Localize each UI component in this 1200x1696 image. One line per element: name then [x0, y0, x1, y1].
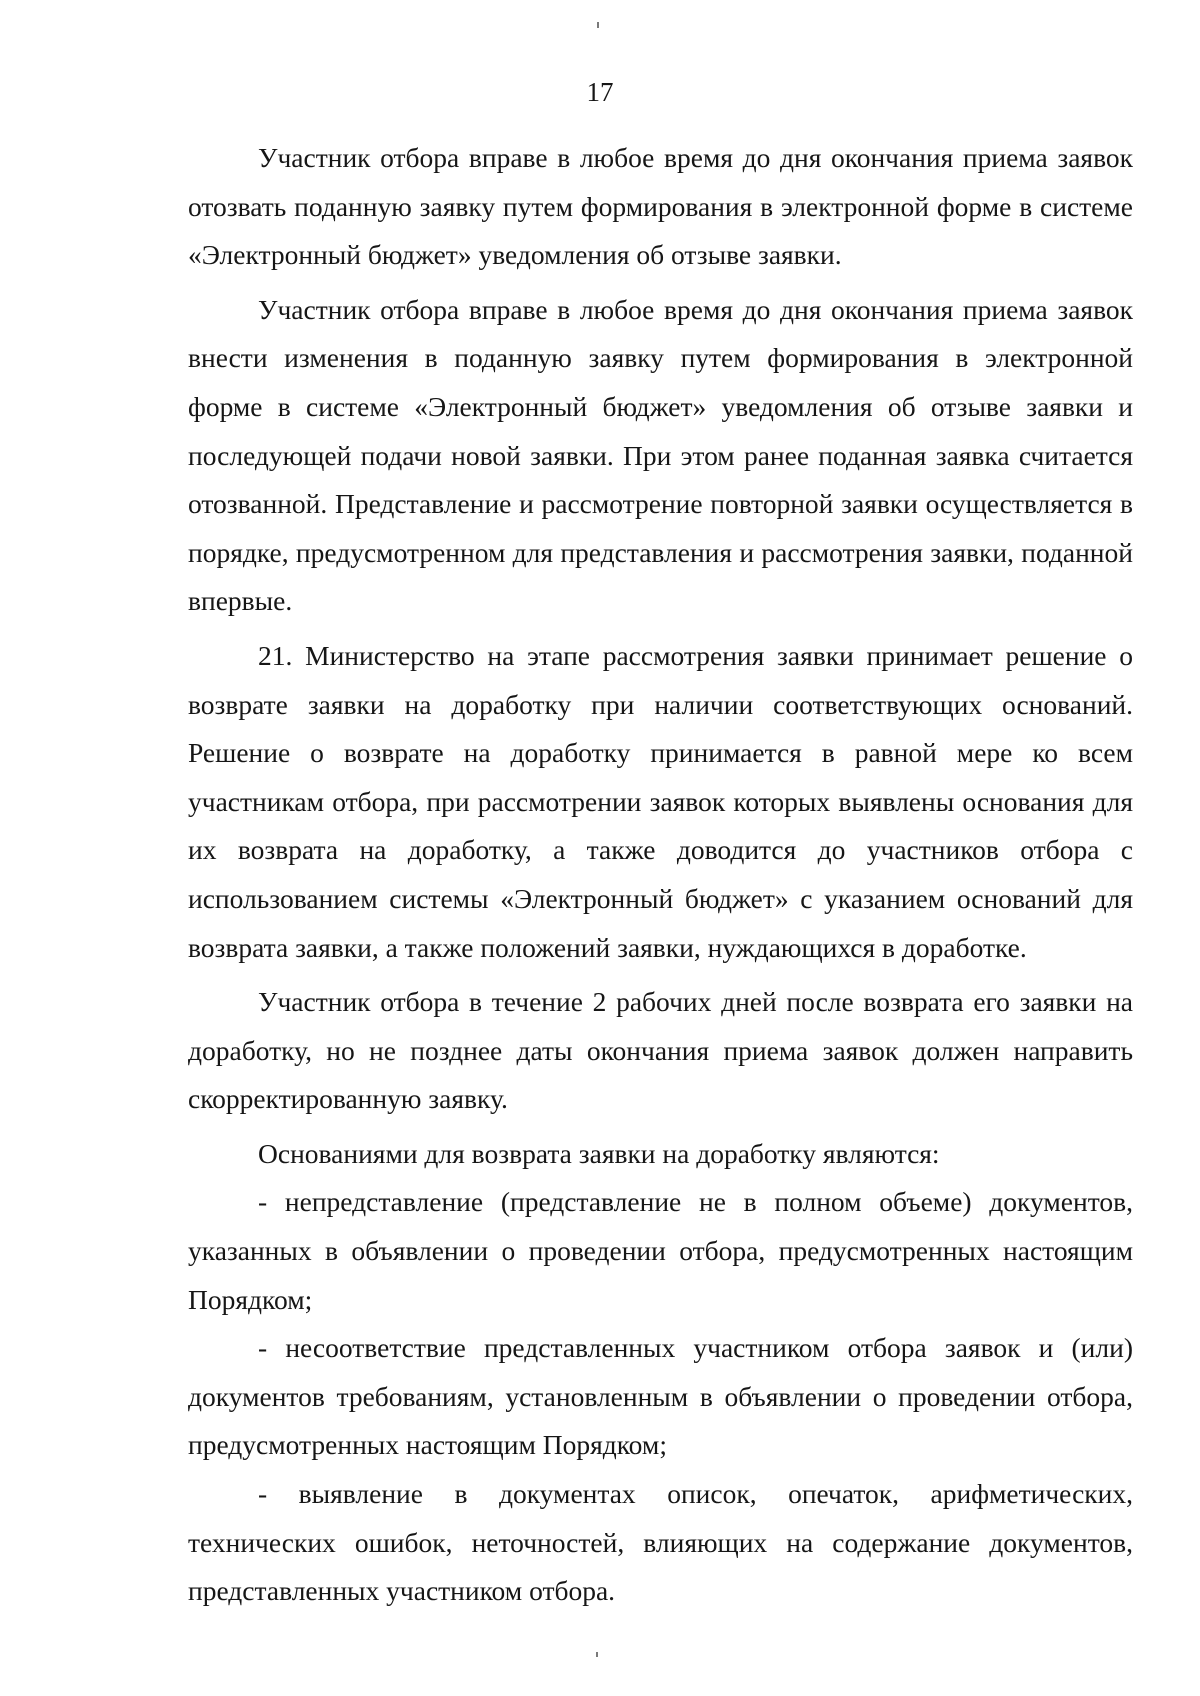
document-body	[188, 134, 1133, 1616]
paragraph-changes: Участник отбора вправе в любое время до дня окончания приема заявок внести изменения в поданную заявку путем формирования в электронной форме в системе «Электронный бюджет» уведомления об отзыве заявки и последующей подачи новой заявки. При этом ранее поданная заявка считается отозванной. Представление и рассмотрение повторной заявки осуществляется в порядке, предусмотренном для представления и рассмотрения заявки, поданной впервые.	[188, 293, 1133, 617]
list-item: - непредставление (представление не в полном объеме) документов, указанных в объявлении о проведении отбора, предусмотренных настоящим Порядком;	[188, 1186, 1133, 1315]
list-item: - несоответствие представленных участником отбора заявок и (или) документов требованиям, установленным в объявлении о проведении отбора, предусмотренных настоящим Порядком;	[188, 1332, 1133, 1461]
page-number: 17	[586, 77, 614, 107]
scan-speck	[597, 22, 599, 28]
paragraph-withdrawal: Участник отбора вправе в любое время до дня окончания приема заявок отозвать поданную заявку путем формирования в электронной форме в системе «Электронный бюджет» уведомления об отзыве заявки.	[188, 142, 1133, 271]
paragraph-grounds-intro: Основаниями для возврата заявки на доработку являются:	[258, 1137, 940, 1169]
scan-speck	[596, 1652, 598, 1657]
list-item: - выявление в документах описок, опечаток, арифметических, технических ошибок, неточностей, влияющих на содержание документов, представленных участником отбора.	[188, 1478, 1133, 1607]
paragraph-clause-21: 21. Министерство на этапе рассмотрения заявки принимает решение о возврате заявки на доработку при наличии соответствующих оснований. Решение о возврате на доработку принимается в равной мере ко всем участникам отбора, при рассмотрении заявок которых выявлены основания для их возврата на доработку, а также доводится до участников отбора с использованием системы «Электронный бюджет» с указанием оснований для возврата заявки, а также положений заявки, нуждающихся в доработке.	[188, 639, 1133, 963]
paragraph-deadline: Участник отбора в течение 2 рабочих дней после возврата его заявки на доработку, но не позднее даты окончания приема заявок должен направить скорректированную заявку.	[188, 986, 1133, 1115]
